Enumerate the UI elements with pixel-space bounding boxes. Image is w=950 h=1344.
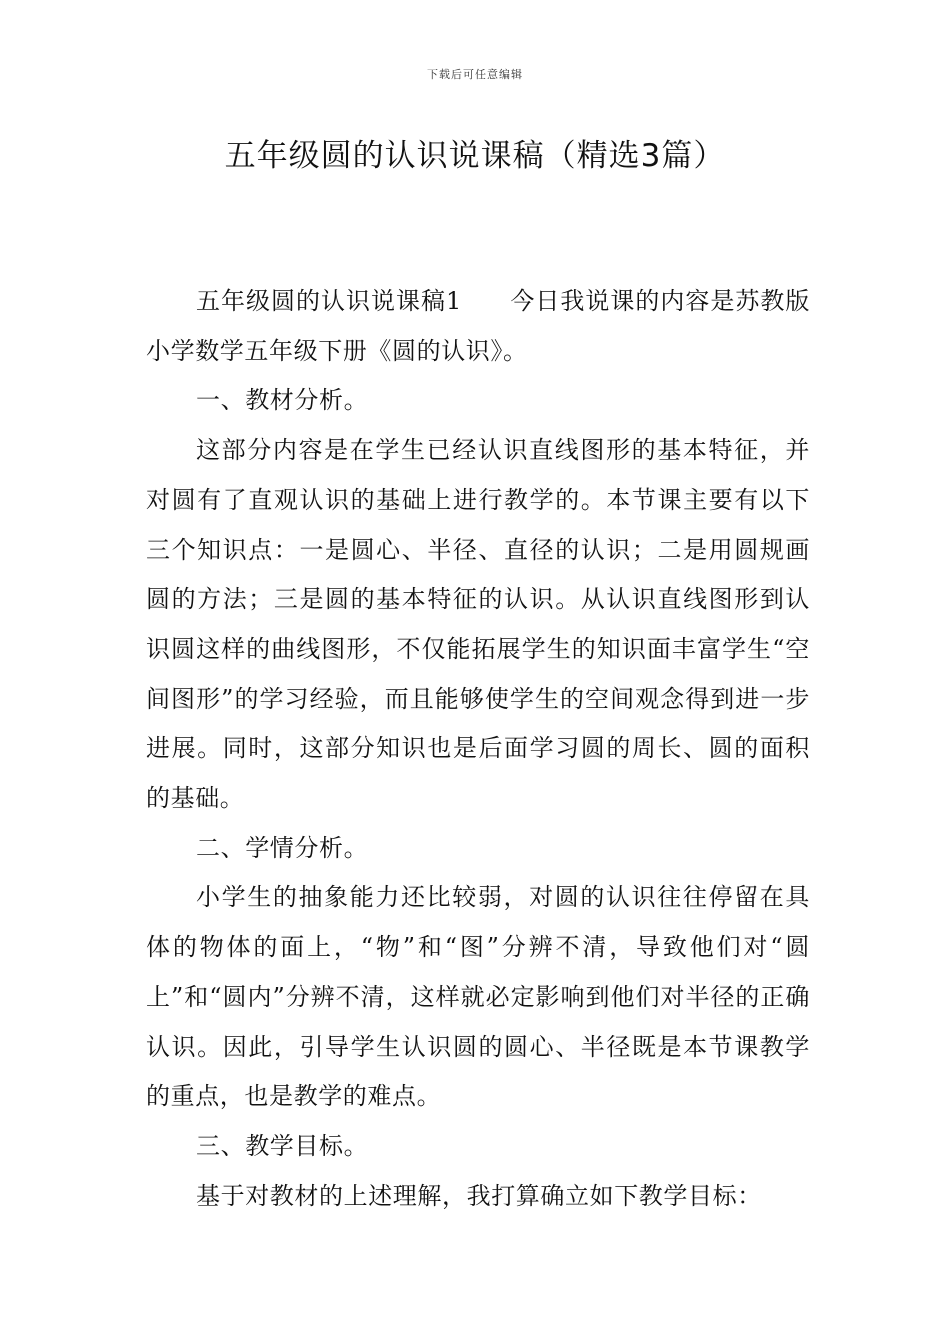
document-body — [146, 277, 810, 1221]
intro-text: 今日我说课的内容是苏教版小学数学五年级下册《圆的认识》。 — [146, 287, 811, 365]
heading-textbook-analysis: 一、教材分析。 — [196, 386, 369, 415]
paragraph-student-analysis: 小学生的抽象能力还比较弱，对圆的认识往往停留在具体的物体的面上，“物”和“图”分辨不清，导致他们对“圆上”和“圆内”分辨不清，这样就必定影响到他们对半径的正确认识。因此，引导学生认识圆的圆心、半径既是本节课教学的重点，也是教学的难点。 — [146, 883, 810, 1111]
document-title: 五年级圆的认识说课稿（精选3篇） — [224, 138, 726, 174]
paragraph-intro — [146, 277, 810, 376]
section-lead: 五年级圆的认识说课稿1 — [196, 287, 462, 315]
heading-teaching-goals: 三、教学目标。 — [196, 1131, 369, 1160]
paragraph-textbook-analysis: 这部分内容是在学生已经认识直线图形的基本特征，并对圆有了直观认识的基础上进行教学的。本节课主要有以下三个知识点：一是圆心、半径、直径的认识；二是用圆规画圆的方法；三是圆的基本特征的认识。从认识直线图形到认识圆这样的曲线图形，不仅能拓展学生的知识面丰富学生“空间图形”的学习经验，而且能够使学生的空间观念得到进一步进展。同时，这部分知识也是后面学习圆的周长、圆的面积的基础。 — [146, 436, 810, 813]
heading-student-analysis: 二、学情分析。 — [196, 833, 369, 862]
paragraph-teaching-goals: 基于对教材的上述理解，我打算确立如下教学目标： — [196, 1181, 762, 1210]
header-note: 下载后可任意编辑 — [427, 68, 523, 81]
